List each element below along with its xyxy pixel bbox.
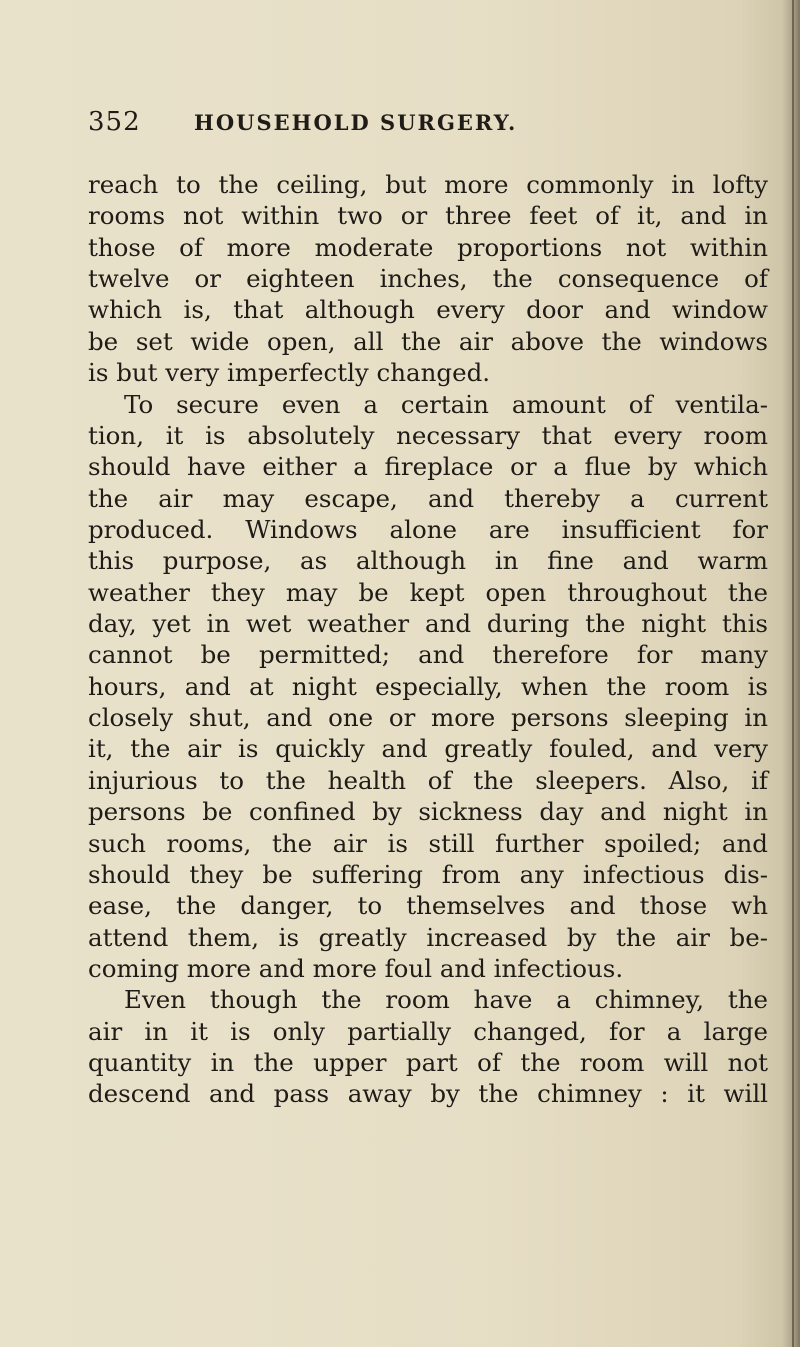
- text-line: injurious to the health of the sleepers. Also, if: [88, 765, 768, 795]
- text-line: those of more moderate proportions not within: [88, 232, 768, 262]
- text-line: persons be confined by sickness day and night in: [88, 797, 768, 827]
- text-line: day, yet in wet weather and during the night this: [88, 609, 768, 639]
- text-line: weather they may be kept open throughout the: [88, 577, 768, 607]
- text-line: To secure even a certain amount of ventila-: [124, 389, 768, 419]
- text-line: should they be suffering from any infectious dis-: [88, 859, 768, 889]
- text-line: ease, the danger, to themselves and those wh: [88, 891, 768, 921]
- text-line: cannot be permitted; and therefore for many: [88, 640, 768, 670]
- text-line: twelve or eighteen inches, the consequence of: [88, 264, 768, 294]
- text-line: such rooms, the air is still further spoiled; and: [88, 828, 768, 858]
- text-line: Even though the room have a chimney, the: [124, 985, 768, 1015]
- text-line: attend them, is greatly increased by the air be-: [88, 922, 768, 952]
- text-line: closely shut, and one or more persons sleeping in: [88, 703, 768, 733]
- page-header: [88, 107, 768, 147]
- text-line: rooms not within two or three feet of it, and in: [88, 201, 768, 231]
- text-line: this purpose, as although in fine and warm: [88, 546, 768, 576]
- text-line: descend and pass away by the chimney : it will: [88, 1079, 768, 1109]
- text-line: quantity in the upper part of the room will not: [88, 1048, 768, 1078]
- text-line: it, the air is quickly and greatly fouled, and very: [88, 734, 768, 764]
- text-line: air in it is only partially changed, for a large: [88, 1016, 768, 1046]
- running-head: HOUSEHOLD SURGERY.: [194, 110, 518, 135]
- page-edge-line: [792, 0, 794, 1347]
- text-line: be set wide open, all the air above the windows: [88, 326, 768, 356]
- body-text: [88, 169, 768, 1110]
- text-line: hours, and at night especially, when the room is: [88, 671, 768, 701]
- page-edge-shadow: [782, 0, 800, 1347]
- text-line: is but very imperfectly changed.: [88, 358, 491, 388]
- text-line: tion, it is absolutely necessary that every room: [88, 420, 768, 450]
- text-line: produced. Windows alone are insufficient for: [88, 514, 768, 544]
- text-line: which is, that although every door and window: [88, 295, 768, 325]
- text-line: the air may escape, and thereby a current: [88, 483, 768, 513]
- page-number: 352: [88, 107, 141, 137]
- text-line: reach to the ceiling, but more commonly in lofty: [88, 170, 768, 199]
- text-line: should have either a fireplace or a flue by which: [88, 452, 768, 482]
- text-line: coming more and more foul and infectious.: [88, 953, 624, 983]
